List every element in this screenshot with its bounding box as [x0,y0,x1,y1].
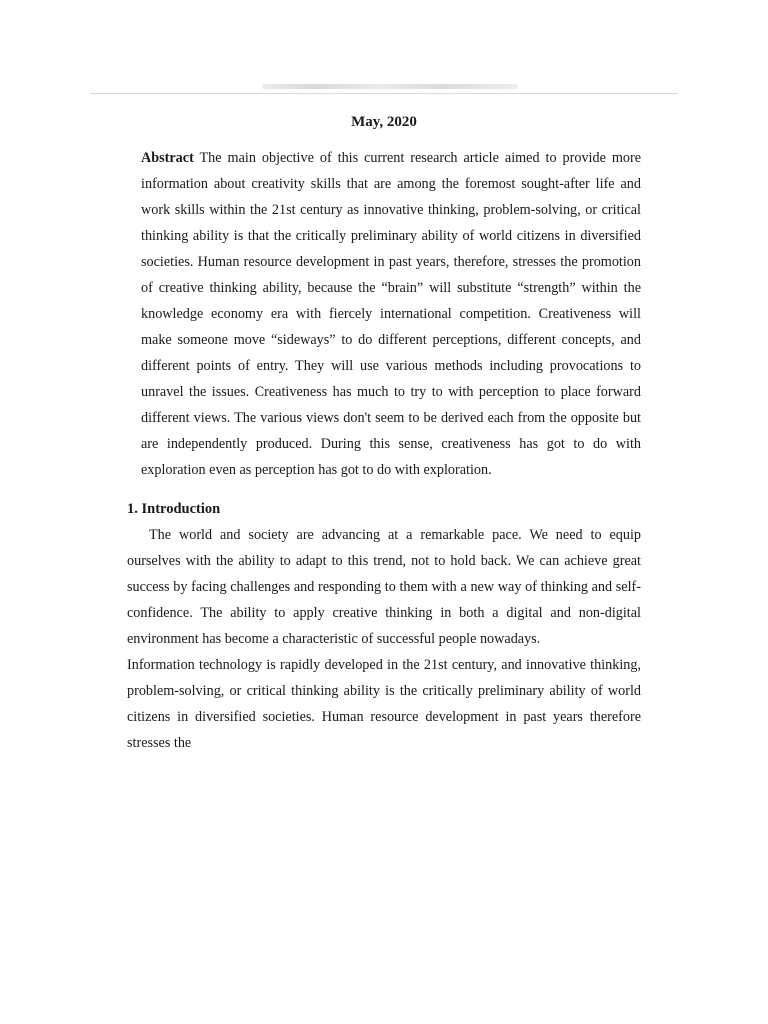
header-rule [90,93,678,94]
abstract-text: The main objective of this current research article aimed to provide more information about creativity skills that are among the foremost sought-after life and work skills within the 21st century as innovative thinking, problem-solving, or critical thinking ability is that the critically preliminary ability of world citizens in diversified societies. Human resource development in past years, therefore, stresses the promotion of creative thinking ability, because the “brain” will substitute “strength” within the knowledge economy era with fiercely international competition. Creativeness will make someone move “sideways” to do different perceptions, different concepts, and different points of entry. They will use various methods including provocations to unravel the issues. Creativeness has much to try to with perception to place forward different views. The various views don't seem to be derived each from the opposite but are independently produced. During this sense, creativeness has got to do with exploration even as perception has got to do with exploration. [141,150,641,478]
section-heading-introduction: 1. Introduction [127,501,221,517]
abstract-paragraph [141,145,641,483]
running-header [262,84,518,89]
introduction-paragraph-2: Information technology is rapidly developed in the 21st century, and innovative thinking, problem-solving, or critical thinking ability is the critically preliminary ability of world citizens in diversified societies. Human resource development in past years therefore stresses the [127,657,641,751]
abstract-label: Abstract [141,150,194,166]
introduction-paragraph-1: The world and society are advancing at a remarkable pace. We need to equip ourselves with the ability to adapt to this trend, not to hold back. We can achieve great success by facing challenges and responding to them with a new way of thinking and self-confidence. The ability to apply creative thinking in both a digital and non-digital environment has become a characteristic of successful people nowadays. [127,527,641,647]
document-date: May, 2020 [351,114,417,130]
